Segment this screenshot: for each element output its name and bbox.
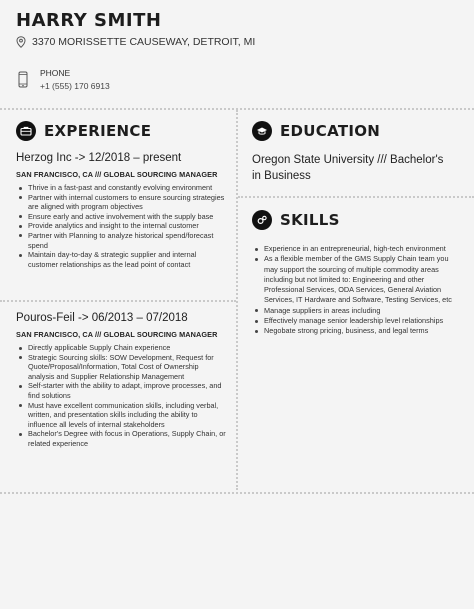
job-bullet: Maintain day-to-day & strategic supplier and internal customer relationships as the lead point of contact — [16, 250, 226, 269]
phone-block — [16, 68, 110, 91]
job-bullet: Directly applicable Supply Chain experience — [16, 343, 226, 353]
skill-bullet: As a flexible member of the GMS Supply Chain team you may support the sourcing of multiple commodity areas including but not limited to: Engineering and other Professional Services, ODA Services, General Aviation Services, IT Hardware and Software, Testing Services, etc — [252, 254, 462, 305]
skills-heading — [252, 210, 340, 230]
footer-divider — [0, 492, 474, 494]
job-bullet: Must have excellent communication skills, including verbal, written, and presentation skills including the ability to influence all levels of internal stakeholders — [16, 401, 226, 430]
phone-icon — [16, 71, 30, 89]
skills-title: SKILLS — [280, 211, 340, 229]
candidate-name: HARRY SMITH — [16, 10, 162, 31]
job-bullet: Bachelor's Degree with focus in Operations, Supply Chain, or related experience — [16, 429, 226, 448]
experience-title: EXPERIENCE — [44, 122, 152, 140]
job-bullet: Strategic Sourcing skills: SOW Development, Request for Quote/Proposal/Information, Total Cost of Ownership analysis and Supplier Relationship Management — [16, 353, 226, 382]
job-divider — [0, 300, 236, 302]
job-entry — [16, 312, 226, 449]
skill-bullet: Experience in an entrepreneurial, high-tech environment — [252, 244, 462, 254]
job-bullet: Partner with internal customers to ensure sourcing strategies are aligned with program objectives — [16, 193, 226, 212]
job-location-role: SAN FRANCISCO, CA /// GLOBAL SOURCING MANAGER — [16, 330, 218, 339]
address-line — [16, 36, 255, 48]
job-title: Pouros-Feil -> 06/2013 – 07/2018 — [16, 312, 188, 324]
job-entry — [16, 152, 226, 269]
skills-section — [252, 240, 462, 337]
education-entry: Oregon State University /// Bachelor's in Business — [252, 154, 444, 182]
column-divider — [236, 110, 238, 490]
job-bullet: Partner with Planning to analyze historical spend/forecast spend — [16, 231, 226, 250]
job-location-role: SAN FRANCISCO, CA /// GLOBAL SOURCING MANAGER — [16, 170, 218, 179]
skill-bullet: Effectively manage senior leadership level relationships — [252, 316, 462, 326]
skills-bullets — [252, 244, 462, 337]
briefcase-icon — [16, 121, 36, 141]
graduation-cap-icon — [252, 121, 272, 141]
job-bullet: Provide analytics and insight to the internal customer — [16, 221, 226, 231]
education-title: EDUCATION — [280, 122, 381, 140]
job-bullet: Self-starter with the ability to adapt, improve processes, and find solutions — [16, 381, 226, 400]
gears-icon — [252, 210, 272, 230]
edu-skills-divider — [238, 196, 474, 198]
job-bullets — [16, 343, 226, 449]
job-title: Herzog Inc -> 12/2018 – present — [16, 152, 182, 164]
phone-value: +1 (555) 170 6913 — [40, 81, 110, 91]
job-bullets — [16, 183, 226, 269]
job-bullet: Ensure early and active involvement with the supply base — [16, 212, 226, 222]
experience-heading — [16, 121, 151, 141]
skill-bullet: Negobate strong pricing, business, and legal terms — [252, 326, 462, 336]
job-bullet: Thrive in a fast-past and constantly evolving environment — [16, 183, 226, 193]
address-text: 3370 MORISSETTE CAUSEWAY, DETROIT, MI — [32, 36, 256, 48]
skill-bullet: Manage suppliers in areas including — [252, 306, 462, 316]
phone-label: PHONE — [40, 68, 71, 78]
education-heading — [252, 121, 380, 141]
map-pin-icon — [16, 36, 26, 48]
